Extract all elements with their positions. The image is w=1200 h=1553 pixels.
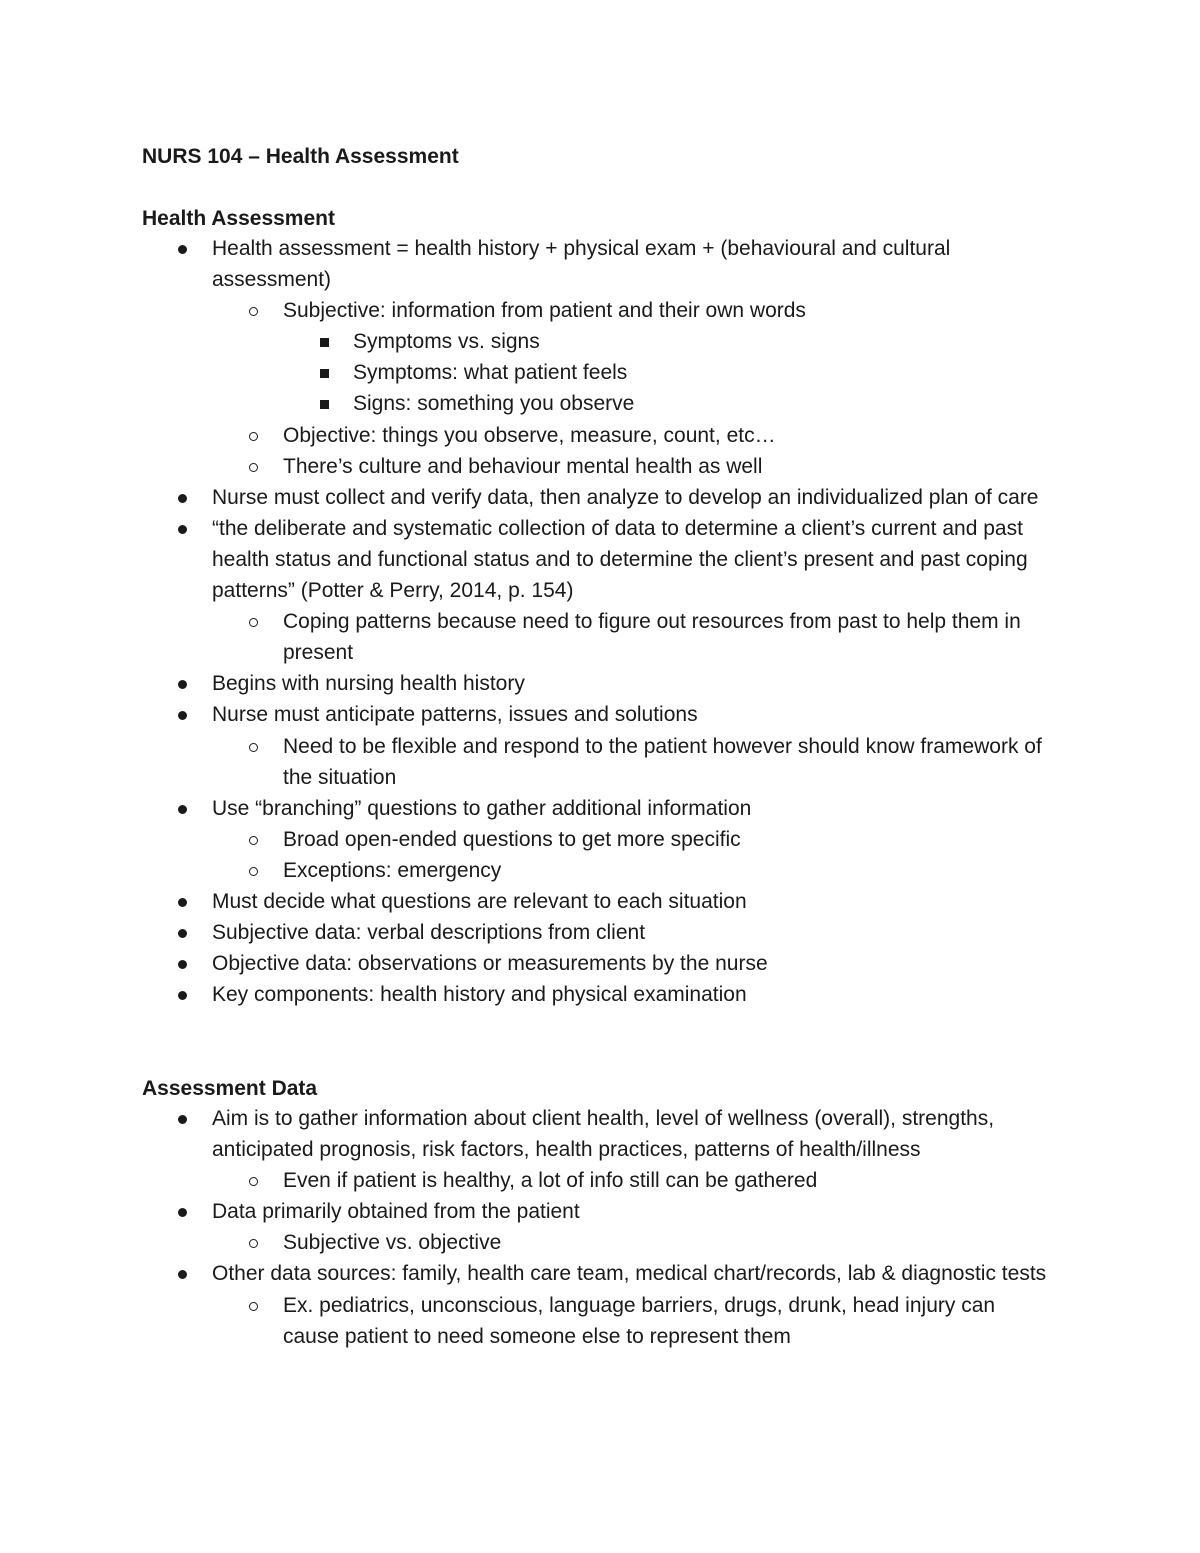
bullet-circle-icon bbox=[249, 743, 258, 752]
document-title: NURS 104 – Health Assessment bbox=[142, 145, 459, 168]
bullet-square-icon bbox=[320, 338, 329, 347]
list-item-text: Broad open-ended questions to get more specific bbox=[283, 827, 741, 851]
bullet-circle-icon bbox=[249, 463, 258, 472]
list-item-text: Symptoms vs. signs bbox=[353, 330, 540, 354]
list-item bbox=[0, 948, 1052, 979]
bullet-dot-icon bbox=[178, 525, 187, 534]
list-item bbox=[0, 451, 1043, 482]
bullet-dot-icon bbox=[178, 898, 187, 907]
list-item bbox=[0, 482, 1052, 513]
list-item-text: Subjective vs. objective bbox=[283, 1231, 502, 1255]
list-item-text: Objective data: observations or measurements by the nurse bbox=[212, 952, 768, 976]
list-item bbox=[0, 388, 1053, 419]
list-item-text: Symptoms: what patient feels bbox=[353, 361, 628, 385]
bullet-dot-icon bbox=[178, 680, 187, 689]
list-item-text: Objective: things you observe, measure, count, etc… bbox=[283, 423, 776, 447]
bullet-dot-icon bbox=[178, 245, 187, 254]
list-item-text: Use “branching” questions to gather additional information bbox=[212, 796, 752, 820]
list-item-text: There’s culture and behaviour mental health as well bbox=[283, 454, 763, 478]
list-item bbox=[0, 1196, 1052, 1227]
bullet-square-icon bbox=[320, 400, 329, 409]
list-item bbox=[0, 668, 1052, 699]
list-item-text: Other data sources: family, health care team, medical chart/records, lab & diagnostic tests bbox=[212, 1262, 1047, 1286]
list-item bbox=[0, 699, 1052, 730]
list-item bbox=[0, 513, 1052, 606]
bullet-dot-icon bbox=[178, 711, 187, 720]
bullet-circle-icon bbox=[249, 1177, 258, 1186]
bullet-dot-icon bbox=[178, 1208, 187, 1217]
section-list-assessment-data bbox=[0, 1103, 1200, 1352]
list-item-text: Signs: something you observe bbox=[353, 392, 635, 416]
list-item-text: Even if patient is healthy, a lot of info still can be gathered bbox=[283, 1169, 818, 1193]
list-item bbox=[0, 295, 1043, 326]
section-heading-health-assessment: Health Assessment bbox=[142, 207, 335, 230]
list-item bbox=[0, 1165, 1043, 1196]
bullet-dot-icon bbox=[178, 494, 187, 503]
bullet-dot-icon bbox=[178, 1115, 187, 1124]
list-item bbox=[0, 855, 1043, 886]
bullet-circle-icon bbox=[249, 867, 258, 876]
bullet-dot-icon bbox=[178, 805, 187, 814]
list-item bbox=[0, 420, 1043, 451]
list-item-text: “the deliberate and systematic collection of data to determine a client’s current and past health status and functional status and to determine the client’s present and past coping patterns” (Potter & Perry, 2014, p. 154) bbox=[212, 516, 1028, 603]
bullet-dot-icon bbox=[178, 991, 187, 1000]
list-item bbox=[0, 731, 1043, 793]
list-item-text: Nurse must collect and verify data, then analyze to develop an individualized plan of care bbox=[212, 485, 1039, 509]
list-item-text: Key components: health history and physical examination bbox=[212, 983, 747, 1007]
list-item-text: Need to be flexible and respond to the patient however should know framework of the situation bbox=[283, 734, 1042, 789]
list-item-text: Aim is to gather information about client health, level of wellness (overall), strengths, anticipated prognosis, risk factors, health practices, patterns of health/illness bbox=[212, 1107, 995, 1162]
list-item bbox=[0, 1227, 1043, 1258]
bullet-dot-icon bbox=[178, 960, 187, 969]
list-item bbox=[0, 1290, 1043, 1352]
bullet-circle-icon bbox=[249, 1302, 258, 1311]
list-item bbox=[0, 917, 1052, 948]
list-item-text: Subjective: information from patient and their own words bbox=[283, 299, 806, 323]
list-item-text: Nurse must anticipate patterns, issues and solutions bbox=[212, 703, 698, 727]
list-item bbox=[0, 793, 1052, 824]
bullet-circle-icon bbox=[249, 1239, 258, 1248]
list-item bbox=[0, 233, 1052, 295]
bullet-circle-icon bbox=[249, 836, 258, 845]
bullet-circle-icon bbox=[249, 307, 258, 316]
list-item bbox=[0, 1103, 1052, 1165]
bullet-circle-icon bbox=[249, 432, 258, 441]
list-item-text: Begins with nursing health history bbox=[212, 672, 525, 696]
list-item bbox=[0, 886, 1052, 917]
list-item bbox=[0, 357, 1053, 388]
list-item-text: Exceptions: emergency bbox=[283, 858, 502, 882]
list-item-text: Health assessment = health history + physical exam + (behavioural and cultural assessment) bbox=[212, 237, 951, 292]
list-item bbox=[0, 1258, 1052, 1289]
bullet-dot-icon bbox=[178, 1270, 187, 1279]
list-item-text: Coping patterns because need to figure out resources from past to help them in present bbox=[283, 610, 1021, 665]
section-heading-assessment-data: Assessment Data bbox=[142, 1077, 318, 1100]
bullet-dot-icon bbox=[178, 929, 187, 938]
list-item bbox=[0, 979, 1052, 1010]
bullet-square-icon bbox=[320, 369, 329, 378]
list-item bbox=[0, 326, 1053, 357]
list-item bbox=[0, 606, 1043, 668]
list-item-text: Subjective data: verbal descriptions from client bbox=[212, 921, 646, 945]
section-list-health-assessment bbox=[0, 233, 1200, 1010]
list-item-text: Data primarily obtained from the patient bbox=[212, 1200, 580, 1224]
bullet-circle-icon bbox=[249, 618, 258, 627]
list-item bbox=[0, 824, 1043, 855]
list-item-text: Must decide what questions are relevant to each situation bbox=[212, 889, 747, 913]
list-item-text: Ex. pediatrics, unconscious, language barriers, drugs, drunk, head injury can cause patient to need someone else to represent them bbox=[283, 1293, 996, 1348]
